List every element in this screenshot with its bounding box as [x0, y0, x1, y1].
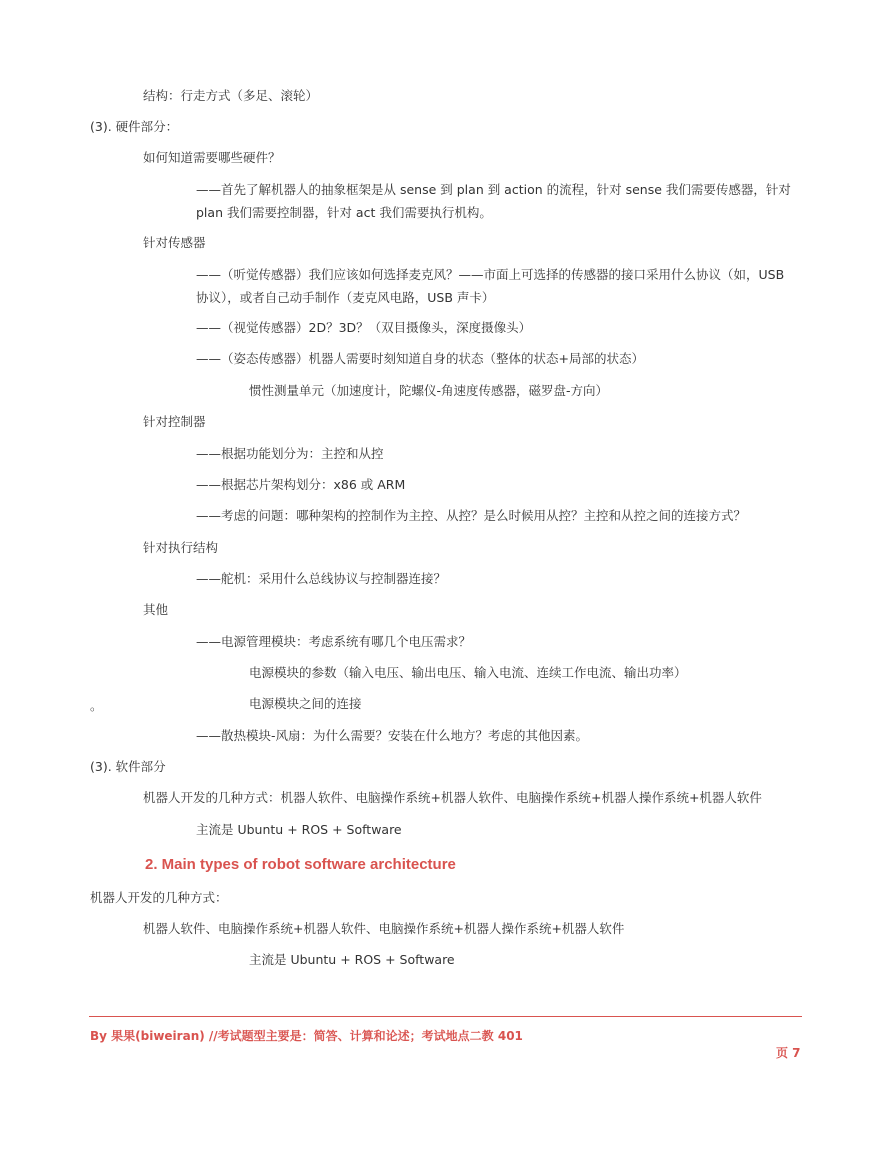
section-heading: 2. Main types of robot software architecture — [145, 856, 456, 873]
text-line: 主流是 Ubuntu + ROS + Software — [196, 822, 402, 837]
text-line: 机器人软件、电脑操作系统+机器人软件、电脑操作系统+机器人操作系统+机器人软件 — [143, 921, 625, 936]
paragraph: ——首先了解机器人的抽象框架是从 sense 到 plan 到 action 的流程，针对 sense 我们需要传感器，针对 plan 我们需要控制器，针对 act 我们需要执行机构。 — [196, 182, 791, 220]
text-line: 机器人开发的几种方式： — [90, 890, 228, 905]
text-line: 针对控制器 — [143, 414, 206, 429]
text-line: 电源模块之间的连接 — [249, 696, 362, 711]
text-line: ——舵机：采用什么总线协议与控制器连接？ — [196, 571, 447, 586]
stray-mark: 。 — [90, 698, 103, 713]
text-line: 机器人开发的几种方式：机器人软件、电脑操作系统+机器人软件、电脑操作系统+机器人操作系统+机器人软件 — [143, 790, 762, 805]
text-line: ——电源管理模块：考虑系统有哪几个电压需求？ — [196, 634, 472, 649]
page-number: 页 7 — [776, 1046, 801, 1060]
text-line: 结构：行走方式（多足、滚轮） — [143, 88, 319, 103]
text-line: 主流是 Ubuntu + ROS + Software — [249, 952, 455, 967]
subsection-hardware: (3). 硬件部分： — [90, 119, 179, 134]
text-line: ——根据功能划分为：主控和从控 — [196, 446, 384, 461]
text-line: ——（姿态传感器）机器人需要时刻知道自身的状态（整体的状态+局部的状态） — [196, 351, 644, 366]
text-line: 惯性测量单元（加速度计，陀螺仪-角速度传感器，磁罗盘-方向） — [249, 383, 609, 398]
text-line: 电源模块的参数（输入电压、输出电压、输入电流、连续工作电流、输出功率） — [249, 665, 687, 680]
text-line: ——考虑的问题：哪种架构的控制作为主控、从控？是么时候用从控？主控和从控之间的连接方式？ — [196, 508, 747, 523]
paragraph: ——（听觉传感器）我们应该如何选择麦克风？——市面上可选择的传感器的接口采用什么协议（如，USB 协议），或者自己动手制作（麦克风电路，USB 声卡） — [196, 267, 785, 305]
footer-note: By 果果(biweiran) //考试题型主要是：简答、计算和论述；考试地点二教 401 — [90, 1029, 523, 1043]
text-line: 针对执行结构 — [143, 540, 219, 555]
subsection-software: (3). 软件部分 — [90, 759, 166, 774]
text-line: 针对传感器 — [143, 235, 206, 250]
text-line: 如何知道需要哪些硬件？ — [143, 150, 281, 165]
text-line: 其他 — [143, 602, 169, 617]
text-line: ——散热模块-风扇：为什么需要？安装在什么地方？考虑的其他因素。 — [196, 728, 589, 743]
footer-divider — [89, 1016, 802, 1017]
text-line: ——根据芯片架构划分：x86 或 ARM — [196, 477, 406, 492]
text-line: ——（视觉传感器）2D？3D？（双目摄像头，深度摄像头） — [196, 320, 532, 335]
